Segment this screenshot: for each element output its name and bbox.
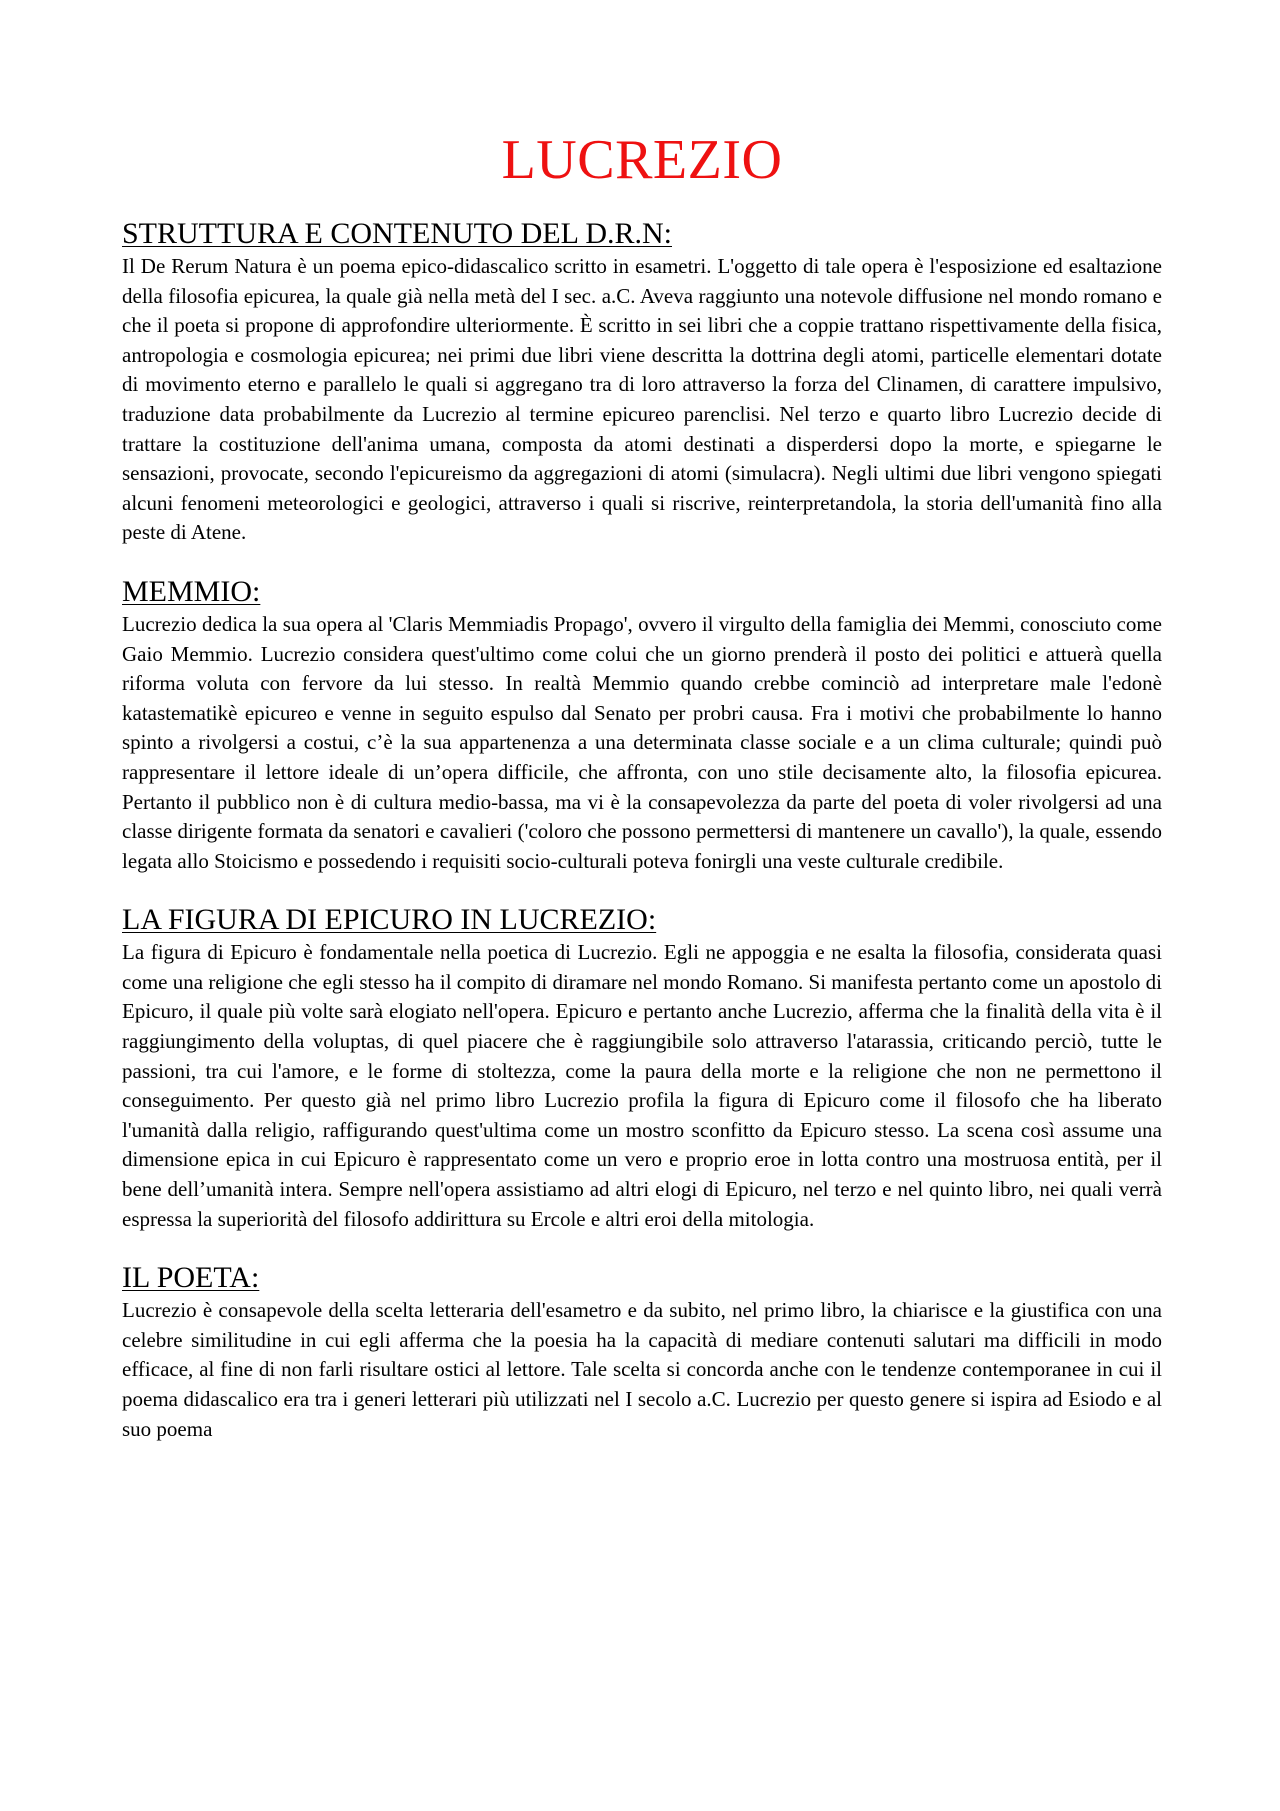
page-title: LUCREZIO bbox=[501, 129, 783, 191]
section-heading: MEMMIO: bbox=[122, 574, 261, 608]
section-body: La figura di Epicuro è fondamentale nella poetica di Lucrezio. Egli ne appoggia e ne esalta la filosofia, considerata quasi come una religione che egli stesso ha il compito di diramare nel mondo Romano. Si manifesta pertanto come un apostolo di Epicuro, il quale più volte sarà elogiato nell'opera. Epicuro e pertanto anche Lucrezio, afferma che la finalità della vita è il raggiungimento della voluptas, di quel piacere che è raggiungibile solo attraverso l'atarassia, criticando perciò, tutte le passioni, tra cui l'amore, e le forme di stoltezza, come la paura della morte e la religione che non ne permettono il conseguimento. Per questo già nel primo libro Lucrezio profila la figura di Epicuro come il filosofo che ha liberato l'umanità dalla religio, raffigurando quest'ultima come un mostro sconfitto da Epicuro stesso. La scena così assume una dimensione epica in cui Epicuro è rappresentato come un vero e proprio eroe in lotta contro una mostruosa entità, per il bene dell’umanità intera. Sempre nell'opera assistiamo ad altri elogi di Epicuro, nel terzo e nel quinto libro, nei quali verrà espressa la superiorità del filosofo addirittura su Ercole e altri eroi della mitologia. bbox=[122, 940, 1162, 1231]
document-page bbox=[122, 0, 1162, 1444]
section-heading: STRUTTURA E CONTENUTO DEL D.R.N: bbox=[122, 217, 672, 250]
section-memmio bbox=[122, 574, 1162, 876]
section-struttura bbox=[122, 216, 1162, 548]
section-body: Il De Rerum Natura è un poema epico-didascalico scritto in esametri. L'oggetto di tale opera è l'esposizione ed esaltazione della filosofia epicurea, la quale già nella metà del I sec. a.C. Aveva raggiunto una notevole diffusione nel mondo romano e che il poeta si propone di approfondire ulteriormente. È scritto in sei libri che a coppie trattano rispettivamente della fisica, antropologia e cosmologia epicurea; nei primi due libri viene descritta la dottrina degli atomi, particelle elementari dotate di movimento eterno e parallelo le quali si aggregano tra di loro attraverso la forza del Clinamen, di carattere impulsivo, traduzione data probabilmente da Lucrezio al termine epicureo parenclisi. Nel terzo e quarto libro Lucrezio decide di trattare la costituzione dell'anima umana, composta da atomi destinati a disperdersi dopo la morte, e spiegarne le sensazioni, provocate, secondo l'epicureismo da aggregazioni di atomi (simulacra). Negli ultimi due libri vengono spiegati alcuni fenomeni meteorologici e geologici, attraverso i quali si riscrive, reinterpretandola, la storia dell'umanità fino alla peste di Atene. bbox=[122, 254, 1162, 545]
section-heading: IL POETA: bbox=[122, 1261, 260, 1295]
section-figura-epicuro bbox=[122, 902, 1162, 1234]
section-body: Lucrezio è consapevole della scelta letteraria dell'esametro e da subito, nel primo libro, la chiarisce e la giustifica con una celebre similitudine in cui egli afferma che la poesia ha la capacità di mediare contenuti salutari ma difficili in modo efficace, al fine di non farli risultare ostici al lettore. Tale scelta si concorda anche con le tendenze contemporanee in cui il poema didascalico era tra i generi letterari più utilizzati nel I secolo a.C. Lucrezio per questo genere si ispira ad Esiodo e al suo poema bbox=[122, 1298, 1162, 1441]
section-body: Lucrezio dedica la sua opera al 'Claris Memmiadis Propago', ovvero il virgulto della famiglia dei Memmi, conosciuto come Gaio Memmio. Lucrezio considera quest'ultimo come colui che un giorno prenderà il posto dei politici e attuerà quella riforma voluta con fervore da lui stesso. In realtà Memmio quando crebbe cominciò ad interpretare male l'edonè katastematikè epicureo e venne in seguito espulso dal Senato per probri causa. Fra i motivi che probabilmente lo hanno spinto a rivolgersi a costui, c’è la sua appartenenza a una determinata classe sociale e a un clima culturale; quindi può rappresentare il lettore ideale di un’opera difficile, che affronta, con uno stile decisamente alto, la filosofia epicurea. Pertanto il pubblico non è di cultura medio-bassa, ma vi è la consapevolezza da parte del poeta di voler rivolgersi ad una classe dirigente formata da senatori e cavalieri ('coloro che possono permettersi di mantenere un cavallo'), la quale, essendo legata allo Stoicismo e possedendo i requisiti socio-culturali poteva fonirgli una veste culturale credibile. bbox=[122, 611, 1162, 873]
section-poeta bbox=[122, 1260, 1162, 1444]
section-heading: LA FIGURA DI EPICURO IN LUCREZIO: bbox=[122, 903, 657, 937]
